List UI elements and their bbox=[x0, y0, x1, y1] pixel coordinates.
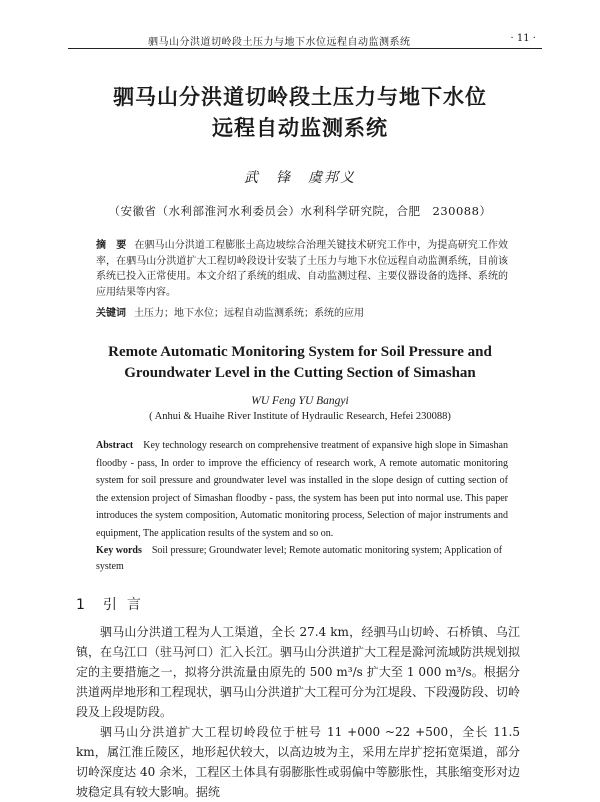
en-authors: WU Feng YU Bangyi bbox=[251, 395, 349, 407]
running-head-title: 驷马山分洪道切岭段土压力与地下水位远程自动监测系统 bbox=[148, 37, 411, 48]
cn-keywords bbox=[96, 306, 508, 321]
en-affiliation: ( Anhui & Huaihe River Institute of Hydraulic Research, Hefei 230088) bbox=[149, 411, 451, 422]
page-number: · 11 · bbox=[510, 33, 536, 44]
body-paragraph: 驷马山分洪道扩大工程切岭段位于桩号 11 +000 ~22 +500，全长 11.5 km，属江淮丘陵区，地形起伏较大，以高边坡为主，采用左岸扩挖拓宽渠道，部分切岭深度达 40 余米，工程区土体具有弱膨胀性或弱偏中等膨胀性，其胀缩变形对边坡稳定具有较大影响。据统 bbox=[76, 725, 520, 799]
en-title-line1: Remote Automatic Monitoring System for Soil Pressure and bbox=[108, 344, 492, 360]
en-keywords-text: Soil pressure; Groundwater level; Remote automatic monitoring system; Application of system bbox=[96, 545, 503, 572]
en-abstract-text: Key technology research on comprehensive treatment of expansive high slope in Simashan floodby - pass, In order to improve the efficiency of research work, A remote automatic monitoring system for soil pressure and groundwater level was installed in the slope design of cutting section of the extension project of Simashan floodby - pass, the system has been put into normal use. This paper introduces the system composition, Automatic monitoring process, Selection of major instruments and equipment, The application results of the system and so on. bbox=[96, 440, 508, 539]
running-head bbox=[68, 30, 542, 49]
cn-affiliation: （安徽省（水利部淮河水利委员会）水利科学研究院，合肥 230088） bbox=[108, 204, 492, 218]
cn-keywords-label: 关键词 bbox=[96, 308, 126, 319]
section-number: 1 bbox=[76, 597, 85, 613]
cn-authors: 武 锋 虞邦义 bbox=[244, 170, 356, 186]
section-heading bbox=[76, 594, 151, 614]
section-title: 引言 bbox=[102, 597, 151, 613]
cn-title-line2: 远程自动监测系统 bbox=[212, 116, 388, 140]
cn-abstract-label: 摘 要 bbox=[96, 240, 127, 251]
en-title-line2: Groundwater Level in the Cutting Section of Simashan bbox=[124, 365, 476, 381]
en-keywords-label: Key words bbox=[96, 545, 142, 556]
cn-abstract bbox=[96, 238, 508, 300]
en-abstract-label: Abstract bbox=[96, 440, 134, 451]
en-keywords bbox=[96, 543, 508, 575]
body-paragraph: 驷马山分洪道工程为人工渠道，全长 27.4 km，经驷马山切岭、石桥镇、乌江镇，在乌江口（驻马河口）汇入长江。驷马山分洪道扩大工程是滁河流域防洪规划拟定的主要措施之一，拟将分洪流量由原先的 500 m³/s 扩大至 1 000 m³/s。根据分洪道两岸地形和工程现状，驷马山分洪道扩大工程可分为江堤段、下段漫防段、切岭段及上段堤防段。 bbox=[76, 625, 521, 719]
cn-title-line1: 驷马山分洪道切岭段土压力与地下水位 bbox=[113, 85, 487, 109]
section-body bbox=[76, 622, 520, 802]
cn-keywords-text: 土压力；地下水位；远程自动监测系统；系统的应用 bbox=[134, 308, 364, 319]
cn-abstract-text: 在驷马山分洪道工程膨胀土高边坡综合治理关键技术研究工作中，为提高研究工作效率，在驷马山分洪道扩大工程切岭段设计安装了土压力与地下水位远程自动监测系统，目前该系统已投入正常使用。本文介绍了系统的组成、自动监测过程、主要仪器设备的选择、系统的应用结果等内容。 bbox=[96, 240, 509, 298]
en-abstract bbox=[96, 437, 508, 542]
